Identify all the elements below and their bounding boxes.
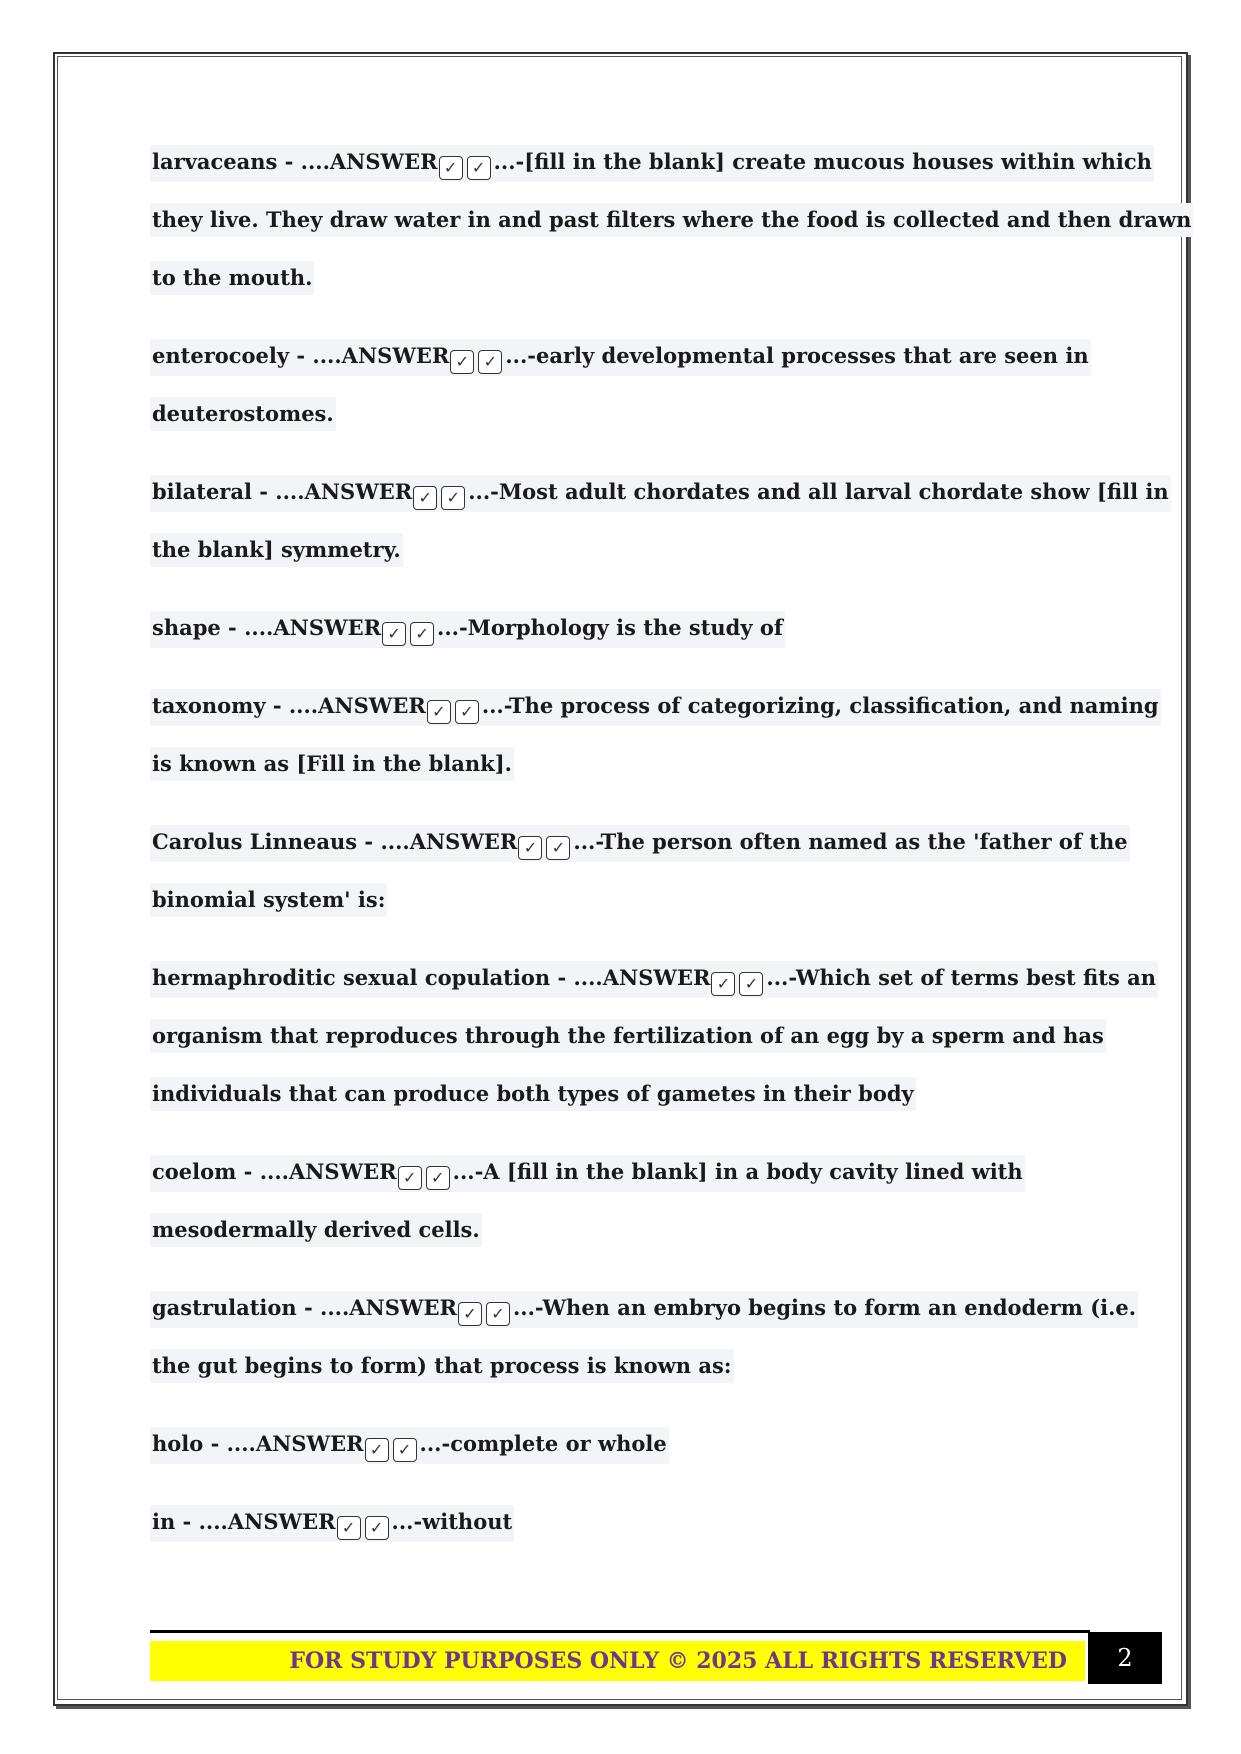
entry-spacer	[150, 805, 1100, 825]
entry-continuation-line: the gut begins to form) that process is known as:	[150, 1349, 734, 1383]
entry-line-row	[150, 397, 1100, 455]
qa-entry	[150, 145, 1192, 339]
entry-continuation-line: the blank] symmetry.	[150, 533, 403, 567]
question-text: ...-A [fill in the blank] in a body cavity lined with	[452, 1159, 1023, 1184]
entry-line-row	[150, 1213, 1100, 1271]
entry-line-row	[150, 1505, 1100, 1563]
entry-line-row	[150, 145, 1152, 203]
entry-term-line	[150, 611, 785, 648]
entry-term-line	[150, 145, 1154, 182]
checkbox-check-icon: ✓	[711, 972, 735, 996]
qa-entry	[150, 1505, 1100, 1583]
entry-continuation-line: mesodermally derived cells.	[150, 1213, 482, 1247]
checkbox-check-icon: ✓	[455, 700, 479, 724]
entry-line-row	[150, 261, 1100, 319]
entry-line-row	[150, 1019, 1104, 1077]
question-text: ...-The process of categorizing, classification, and naming	[481, 693, 1159, 718]
checkbox-check-icon: ✓	[382, 622, 406, 646]
entry-line-row	[150, 533, 1100, 591]
entry-term-line	[150, 689, 1161, 726]
entry-line-row	[150, 475, 1169, 533]
qa-entry	[150, 1427, 1100, 1505]
qa-entry	[150, 339, 1100, 475]
checkbox-check-icon: ✓	[739, 972, 763, 996]
qa-entry	[150, 825, 1128, 961]
checkbox-check-icon: ✓	[441, 486, 465, 510]
entry-spacer	[150, 1135, 1100, 1155]
entry-spacer	[150, 319, 1100, 339]
checkbox-check-icon: ✓	[393, 1438, 417, 1462]
question-text: ...-Morphology is the study of	[437, 615, 783, 640]
answer-term: holo - ....ANSWER	[152, 1431, 364, 1456]
question-text: ...-When an embryo begins to form an endoderm (i.e.	[512, 1295, 1137, 1320]
answer-term: bilateral - ....ANSWER	[152, 479, 413, 504]
entry-continuation-line: to the mouth.	[150, 261, 314, 295]
entry-line-row	[150, 1077, 1100, 1135]
footer-copyright: FOR STUDY PURPOSES ONLY © 2025 ALL RIGHTS RESERVED	[289, 1648, 1067, 1674]
entry-line-row	[150, 1291, 1137, 1349]
answer-term: enterocoely - ....ANSWER	[152, 343, 450, 368]
entry-line-row	[150, 203, 1192, 261]
footer-rule	[150, 1630, 1090, 1633]
entry-term-line	[150, 1427, 669, 1464]
entry-spacer	[150, 1407, 1100, 1427]
entry-line-row	[150, 1349, 1100, 1407]
qa-entry	[150, 689, 1159, 825]
entry-line-row	[150, 825, 1128, 883]
entry-line-row	[150, 339, 1100, 397]
answer-term: Carolus Linneaus - ....ANSWER	[152, 829, 518, 854]
checkbox-check-icon: ✓	[365, 1516, 389, 1540]
entry-line-row	[150, 1427, 1100, 1485]
entry-term-line	[150, 961, 1158, 998]
entry-spacer	[150, 669, 1100, 689]
question-text: ...-early developmental processes that are seen in	[505, 343, 1089, 368]
entry-term-line	[150, 1155, 1025, 1192]
question-text: ...-Which set of terms best fits an	[766, 965, 1156, 990]
checkbox-check-icon: ✓	[426, 1166, 450, 1190]
question-text: ...-Most adult chordates and all larval chordate show [fill in	[468, 479, 1169, 504]
entry-term-line	[150, 825, 1130, 862]
checkbox-check-icon: ✓	[518, 836, 542, 860]
entry-spacer	[150, 941, 1100, 961]
entry-spacer	[150, 1485, 1100, 1505]
answer-term: larvaceans - ....ANSWER	[152, 149, 438, 174]
checkbox-check-icon: ✓	[398, 1166, 422, 1190]
entry-line-row	[150, 1155, 1100, 1213]
qa-entry	[150, 1155, 1100, 1291]
entry-spacer	[150, 455, 1100, 475]
checkbox-check-icon: ✓	[478, 350, 502, 374]
answer-term: in - ....ANSWER	[152, 1509, 336, 1534]
checkbox-check-icon: ✓	[337, 1516, 361, 1540]
qa-entry	[150, 611, 1100, 689]
entry-continuation-line: binomial system' is:	[150, 883, 387, 917]
entry-line-row	[150, 747, 1100, 805]
entry-line-row	[150, 883, 1100, 941]
qa-entry	[150, 1291, 1137, 1427]
entry-spacer	[150, 591, 1100, 611]
checkbox-check-icon: ✓	[467, 156, 491, 180]
checkbox-check-icon: ✓	[410, 622, 434, 646]
checkbox-check-icon: ✓	[486, 1302, 510, 1326]
entry-term-line	[150, 1291, 1138, 1328]
entry-line-row	[150, 689, 1159, 747]
entry-continuation-line: individuals that can produce both types of gametes in their body	[150, 1077, 916, 1111]
question-text: ...-complete or whole	[419, 1431, 667, 1456]
checkbox-check-icon: ✓	[458, 1302, 482, 1326]
page-number: 2	[1088, 1632, 1162, 1684]
footer-bar	[150, 1641, 1085, 1681]
checkbox-check-icon: ✓	[450, 350, 474, 374]
entry-continuation-line: they live. They draw water in and past filters where the food is collected and then drawn	[150, 203, 1193, 237]
checkbox-check-icon: ✓	[413, 486, 437, 510]
checkbox-check-icon: ✓	[546, 836, 570, 860]
flashcard-list	[150, 145, 1192, 1583]
question-text: ...-The person often named as the 'father of the	[573, 829, 1128, 854]
question-text: ...-without	[391, 1509, 513, 1534]
question-text: ...-[fill in the blank] create mucous houses within which	[493, 149, 1152, 174]
qa-entry	[150, 475, 1169, 611]
entry-line-row	[150, 611, 1100, 669]
checkbox-check-icon: ✓	[439, 156, 463, 180]
entry-continuation-line: deuterostomes.	[150, 397, 336, 431]
entry-continuation-line: is known as [Fill in the blank].	[150, 747, 514, 781]
qa-entry	[150, 961, 1156, 1155]
entry-spacer	[150, 1271, 1100, 1291]
answer-term: shape - ....ANSWER	[152, 615, 382, 640]
entry-line-row	[150, 961, 1156, 1019]
answer-term: gastrulation - ....ANSWER	[152, 1295, 457, 1320]
answer-term: coelom - ....ANSWER	[152, 1159, 397, 1184]
entry-continuation-line: organism that reproduces through the fertilization of an egg by a sperm and has	[150, 1019, 1106, 1053]
entry-term-line	[150, 1505, 514, 1542]
entry-term-line	[150, 475, 1171, 512]
checkbox-check-icon: ✓	[427, 700, 451, 724]
entry-spacer	[150, 1563, 1100, 1583]
entry-term-line	[150, 339, 1091, 376]
checkbox-check-icon: ✓	[365, 1438, 389, 1462]
answer-term: taxonomy - ....ANSWER	[152, 693, 426, 718]
answer-term: hermaphroditic sexual copulation - ....ANSWER	[152, 965, 711, 990]
